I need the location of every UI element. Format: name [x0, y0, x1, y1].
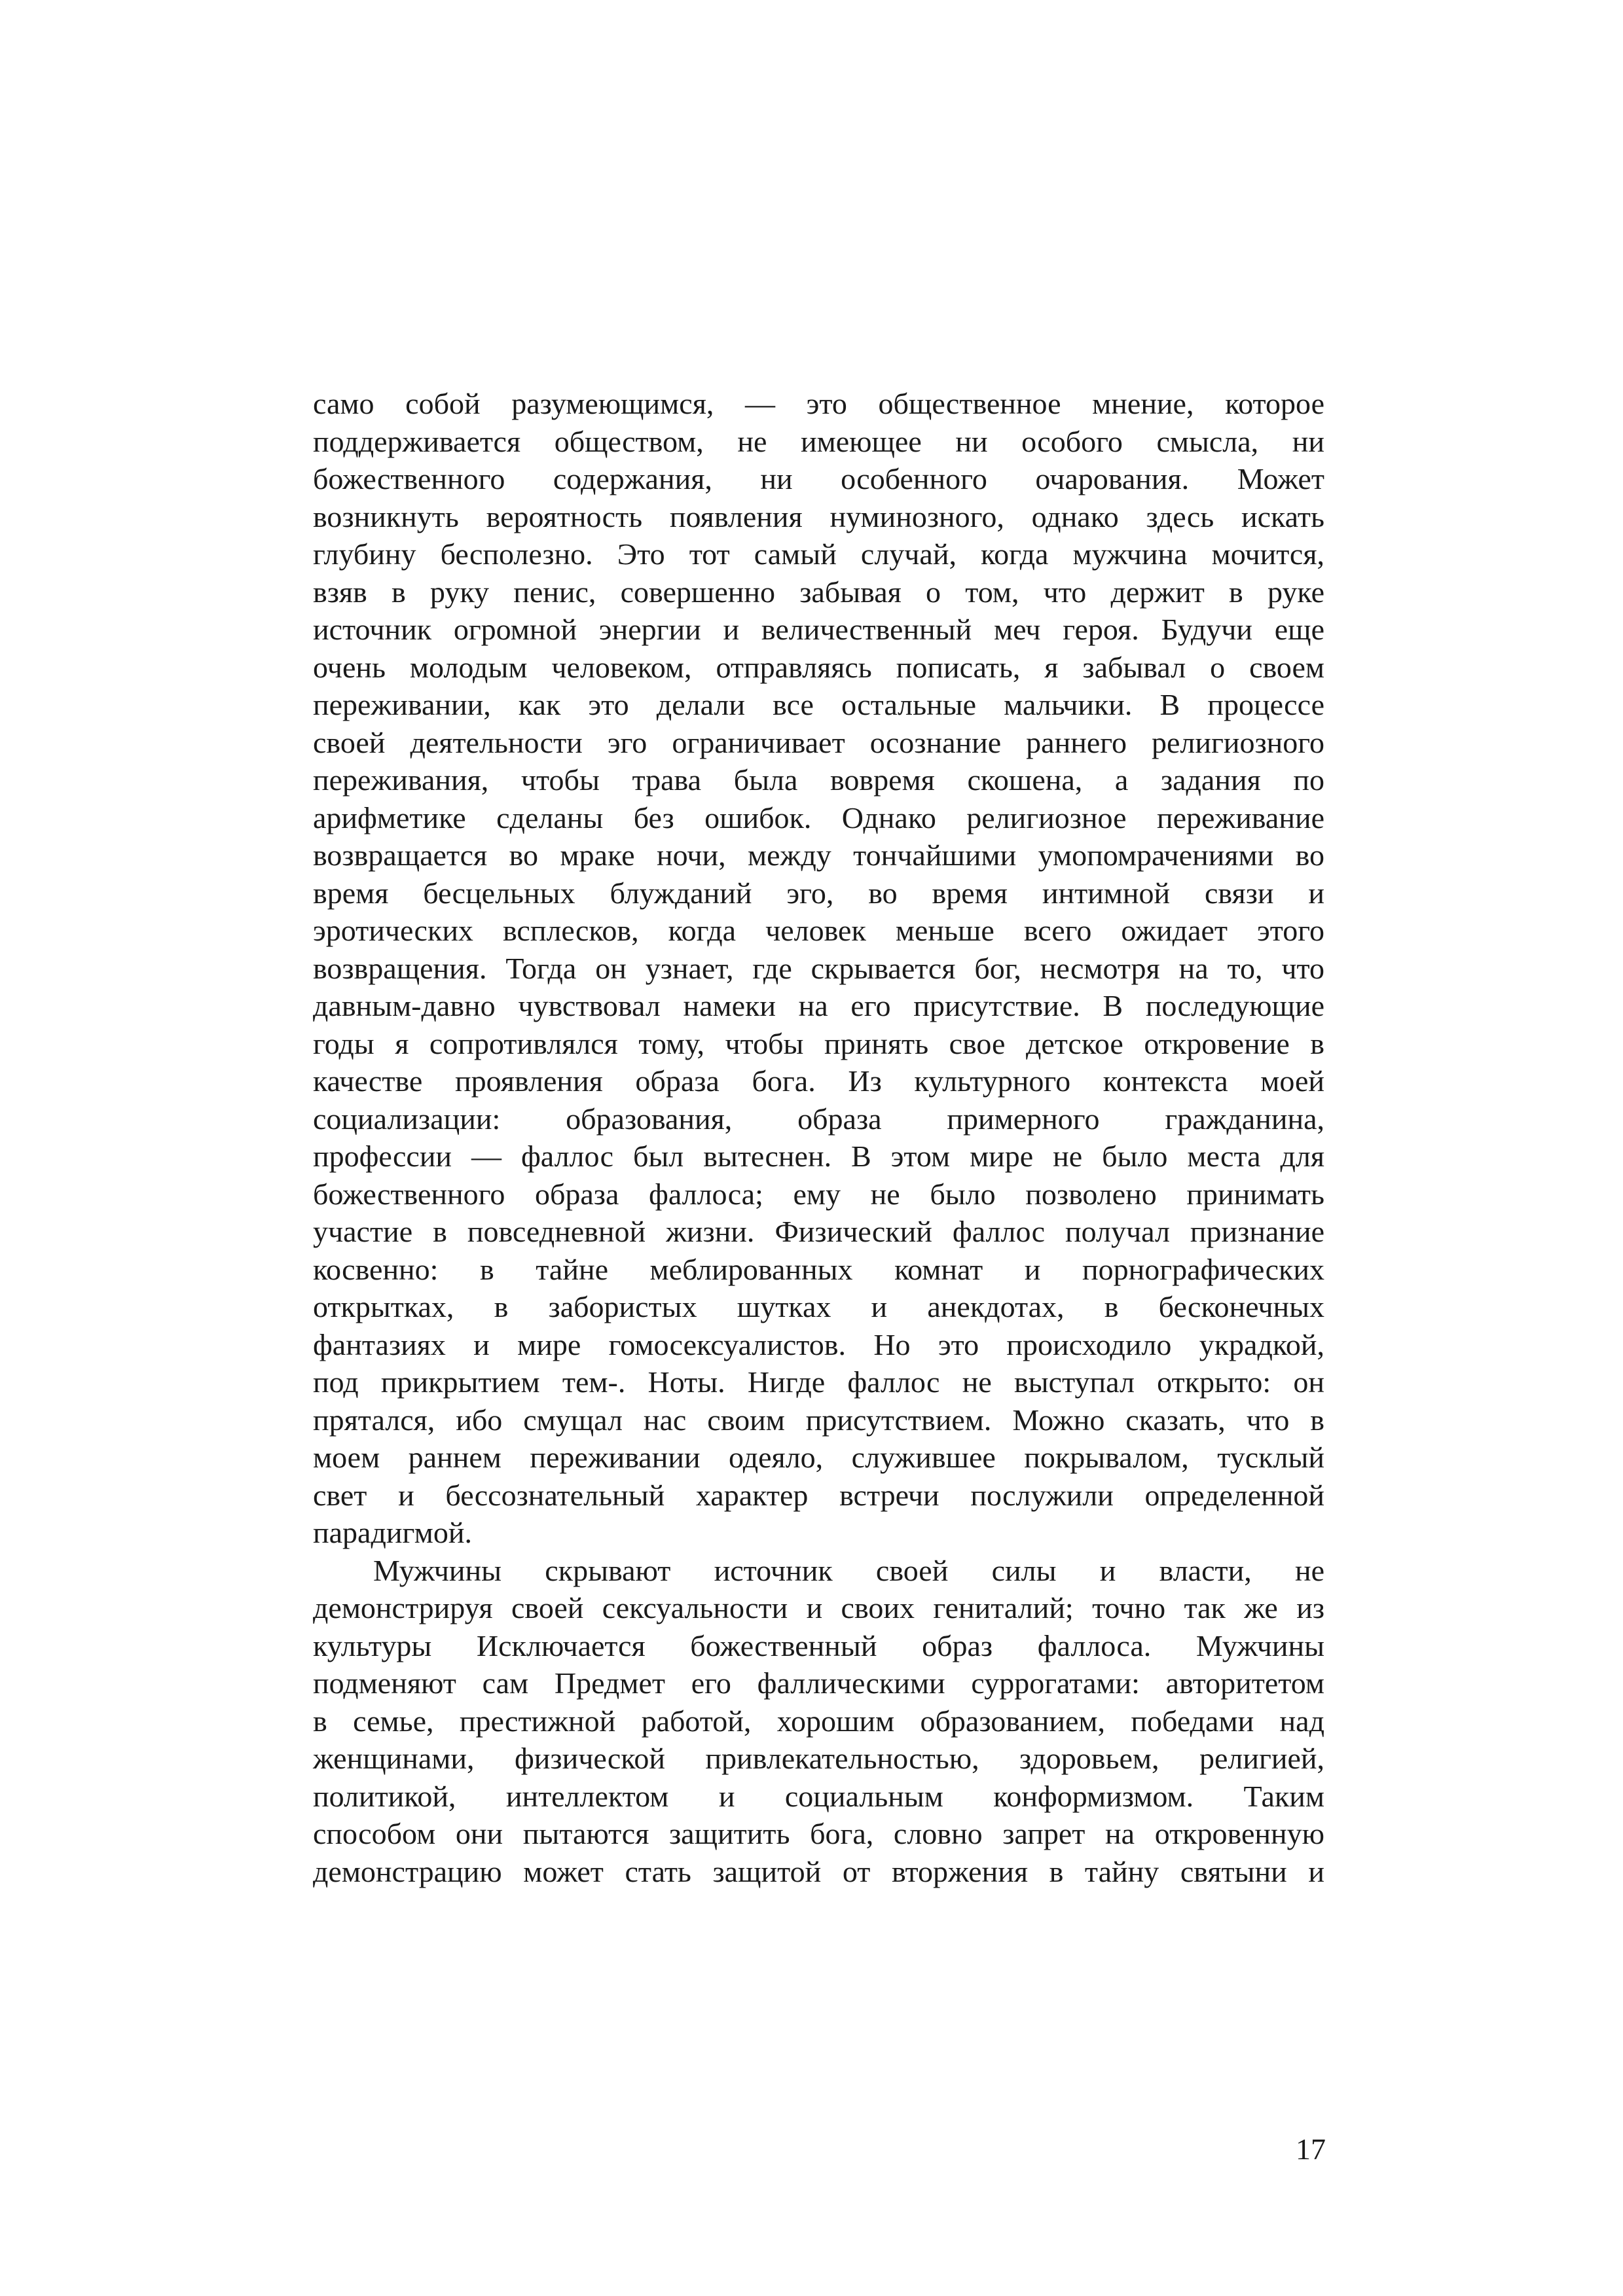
page-number: 17 — [1296, 2132, 1326, 2166]
text-line: возвращения. Тогда он узнает, где скрывается бог, несмотря на то, что — [313, 951, 1324, 985]
paragraph — [313, 1552, 1324, 1891]
text-line: давным-давно чувствовал намеки на его присутствие. В последующие — [313, 989, 1324, 1022]
text-line: под прикрытием тем-. Ноты. Нигде фаллос не выступал открыто: он — [313, 1365, 1324, 1399]
text-line: глубину бесполезно. Это тот самый случай, когда мужчина мочится, — [313, 537, 1324, 571]
text-line: подменяют сам Предмет его фаллическими суррогатами: авторитетом — [313, 1666, 1324, 1700]
body-text — [313, 385, 1324, 1890]
text-line: политикой, интеллектом и социальным конформизмом. Таким — [313, 1779, 1324, 1813]
text-line: поддерживается обществом, не имеющее ни особого смысла, ни — [313, 424, 1324, 458]
text-line: профессии — фаллос был вытеснен. В этом мире не было места для — [313, 1139, 1324, 1173]
text-line: косвенно: в тайне меблированных комнат и порнографических — [313, 1252, 1324, 1286]
text-line: культуры Исключается божественный образ фаллоса. Мужчины — [313, 1628, 1324, 1662]
text-line: в семье, престижной работой, хорошим образованием, победами над — [313, 1704, 1324, 1738]
text-line: участие в повседневной жизни. Физический фаллос получал признание — [313, 1215, 1324, 1248]
text-line: время бесцельных блужданий эго, во время интимной связи и — [313, 876, 1324, 910]
text-line: божественного образа фаллоса; ему не было позволено принимать — [313, 1177, 1324, 1211]
text-line: годы я сопротивлялся тому, чтобы принять свое детское откровение в — [313, 1026, 1324, 1060]
paragraph — [313, 385, 1324, 1552]
text-line: моем раннем переживании одеяло, служившее покрывалом, тусклый — [313, 1441, 1324, 1474]
text-line: своей деятельности эго ограничивает осознание раннего религиозного — [313, 725, 1324, 759]
text-line: качестве проявления образа бога. Из культурного контекста моей — [313, 1064, 1324, 1098]
text-line: очень молодым человеком, отправляясь пописать, я забывал о своем — [313, 650, 1324, 684]
text-line: социализации: образования, образа примерного гражданина, — [313, 1102, 1324, 1136]
text-line: возникнуть вероятность появления нуминозного, однако здесь искать — [313, 499, 1324, 533]
text-line: эротических всплесков, когда человек меньше всего ожидает этого — [313, 914, 1324, 947]
text-line: Мужчины скрывают источник своей силы и власти, не — [373, 1553, 1324, 1587]
text-line: демонстрацию может стать защитой от вторжения в тайну святыни и — [313, 1854, 1324, 1888]
text-line: арифметике сделаны без ошибок. Однако религиозное переживание — [313, 800, 1324, 834]
text-line: божественного содержания, ни особенного очарования. Может — [313, 462, 1324, 495]
text-line: переживания, чтобы трава была вовремя скошена, а задания по — [313, 763, 1324, 797]
text-line: свет и бессознательный характер встречи послужили определенной — [313, 1478, 1324, 1512]
text-line: фантазиях и мире гомосексуалистов. Но это происходило украдкой, — [313, 1327, 1324, 1361]
text-line: прятался, ибо смущал нас своим присутствием. Можно сказать, что в — [313, 1403, 1324, 1437]
text-line: демонстрируя своей сексуальности и своих гениталий; точно так же из — [313, 1591, 1324, 1624]
text-line: источник огромной энергии и величественный меч героя. Будучи еще — [313, 613, 1324, 646]
text-line: возвращается во мраке ночи, между тончайшими умопомрачениями во — [313, 838, 1324, 872]
text-line: парадигмой. — [313, 1516, 472, 1549]
text-line: переживании, как это делали все остальные мальчики. В процессе — [313, 688, 1324, 721]
text-line: способом они пытаются защитить бога, словно запрет на откровенную — [313, 1817, 1324, 1850]
text-line: само собой разумеющимся, — это общественное мнение, которое — [313, 387, 1324, 420]
text-line: взяв в руку пенис, совершенно забывая о том, что держит в руке — [313, 575, 1324, 609]
text-line: женщинами, физической привлекательностью, здоровьем, религией, — [313, 1742, 1324, 1775]
text-line: открытках, в забористых шутках и анекдотах, в бесконечных — [313, 1290, 1324, 1323]
